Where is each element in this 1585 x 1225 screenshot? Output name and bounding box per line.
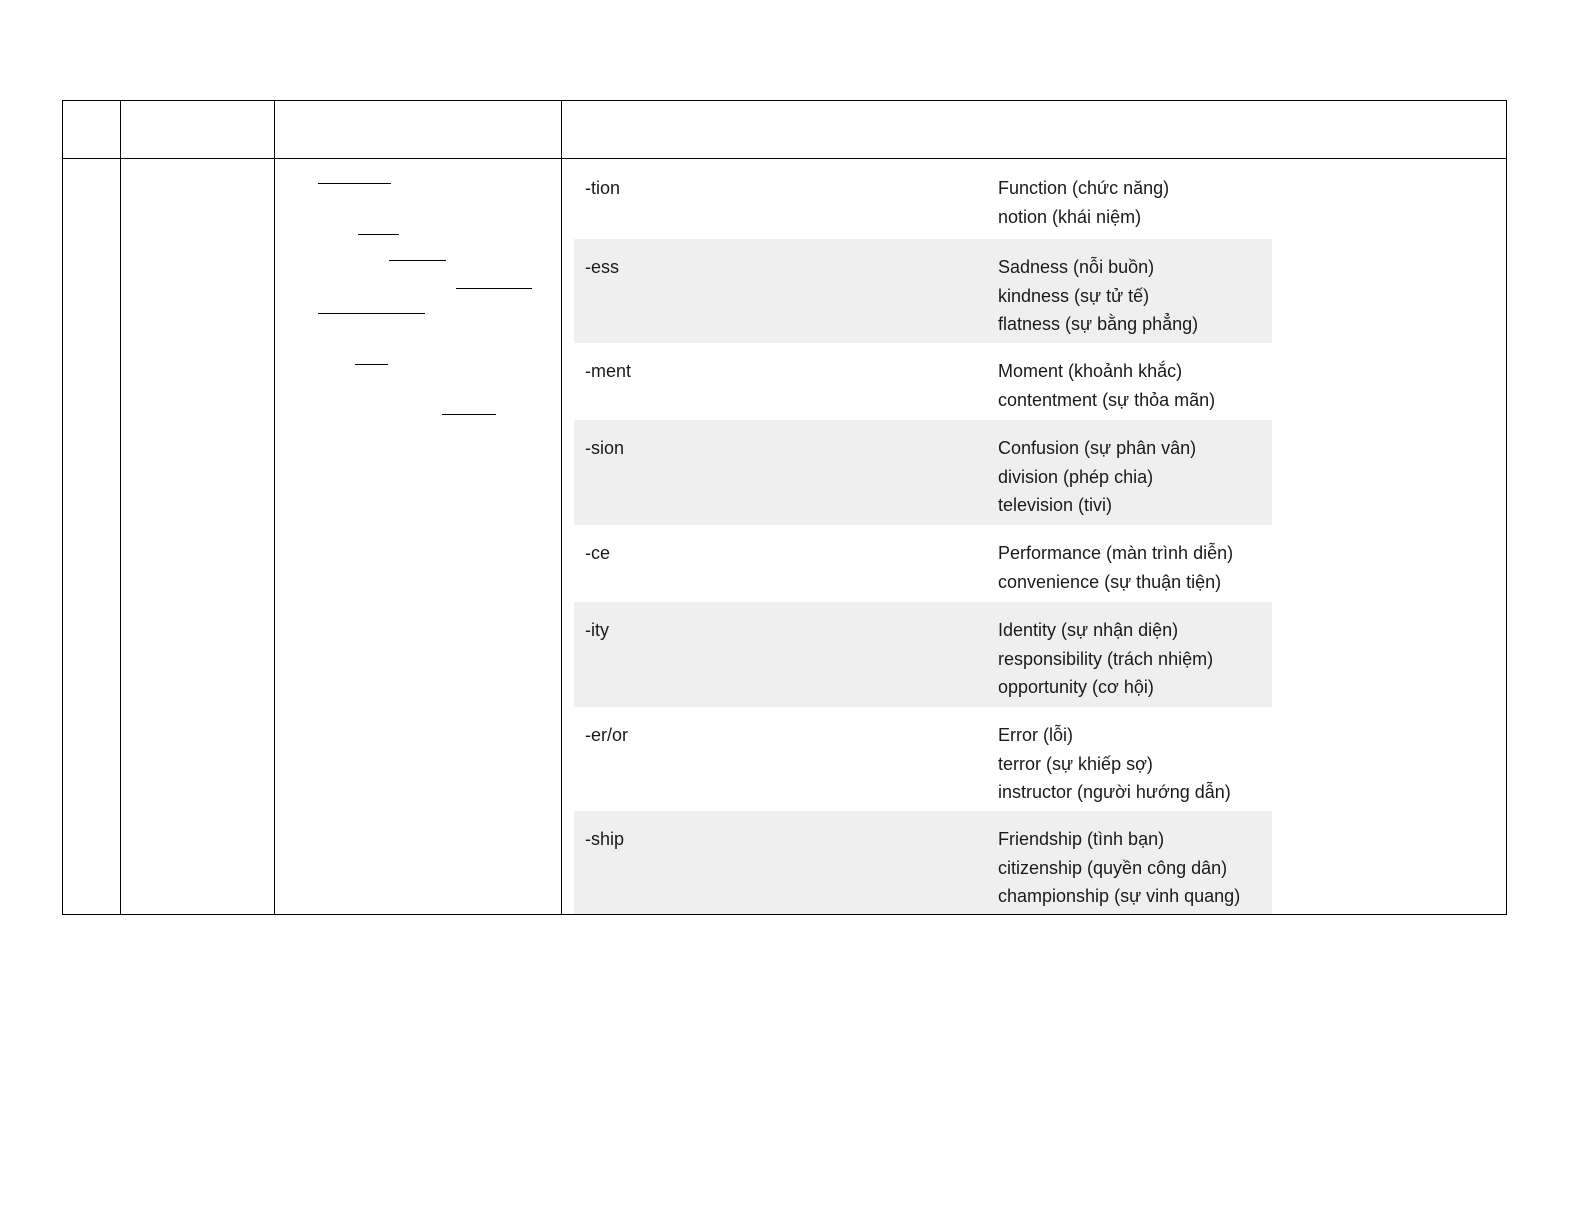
example-word: terror (sự khiếp sợ)	[998, 753, 1153, 774]
blank-line	[318, 313, 425, 314]
suffix-table	[574, 160, 1272, 914]
example-list	[998, 825, 1240, 911]
example-word: Moment (khoảnh khắc)	[998, 361, 1183, 381]
column-divider-3	[561, 101, 562, 914]
column-divider-2	[274, 101, 275, 914]
example-word: Confusion (sự phân vân)	[998, 438, 1197, 458]
example-list	[998, 721, 1231, 807]
suffix-row	[574, 160, 1272, 239]
example-list	[998, 616, 1213, 702]
suffix-label: -ity	[585, 620, 609, 640]
blank-line	[355, 364, 388, 365]
blank-line	[389, 260, 446, 261]
example-word: television (tivi)	[998, 495, 1113, 515]
suffix-label: -ment	[585, 361, 632, 381]
suffix-label: -er/or	[585, 725, 629, 745]
example-word: notion (khái niệm)	[998, 206, 1142, 227]
example-word: opportunity (cơ hội)	[998, 677, 1154, 697]
example-list	[998, 357, 1215, 414]
suffix-row	[574, 525, 1272, 602]
example-word: responsibility (trách nhiệm)	[998, 648, 1214, 669]
example-list	[998, 434, 1196, 520]
blank-line	[442, 414, 496, 415]
suffix-row	[574, 420, 1272, 525]
suffix-label: -ship	[585, 829, 625, 849]
example-word: Identity (sự nhận diện)	[998, 620, 1179, 640]
example-list	[998, 253, 1198, 339]
blank-line	[318, 183, 391, 184]
suffix-row	[574, 707, 1272, 811]
suffix-row	[574, 602, 1272, 707]
example-word: kindness (sự tử tế)	[998, 285, 1150, 306]
blank-line	[358, 234, 399, 235]
example-word: Sadness (nỗi buồn)	[998, 257, 1155, 277]
example-word: Friendship (tình bạn)	[998, 829, 1165, 849]
suffix-row	[574, 239, 1272, 343]
suffix-row	[574, 811, 1272, 914]
example-list	[998, 539, 1233, 596]
example-word: flatness (sự bằng phẳng)	[998, 314, 1199, 334]
example-word: citizenship (quyền công dân)	[998, 857, 1228, 878]
example-word: contentment (sự thỏa mãn)	[998, 389, 1216, 410]
example-word: instructor (người hướng dẫn)	[998, 782, 1231, 802]
suffix-label: -ce	[585, 543, 611, 563]
example-word: Error (lỗi)	[998, 725, 1073, 745]
column-divider-1	[120, 101, 121, 914]
suffix-label: -sion	[585, 438, 625, 458]
example-word: Performance (màn trình diễn)	[998, 543, 1234, 563]
header-row-divider	[63, 158, 1506, 159]
example-word: Function (chức năng)	[998, 178, 1170, 198]
suffix-label: -ess	[585, 257, 620, 277]
suffix-label: -tion	[585, 178, 621, 198]
example-word: convenience (sự thuận tiện)	[998, 571, 1222, 592]
blank-line	[456, 288, 532, 289]
example-list	[998, 174, 1169, 231]
example-word: championship (sự vinh quang)	[998, 886, 1241, 906]
suffix-row	[574, 343, 1272, 420]
example-word: division (phép chia)	[998, 466, 1154, 487]
